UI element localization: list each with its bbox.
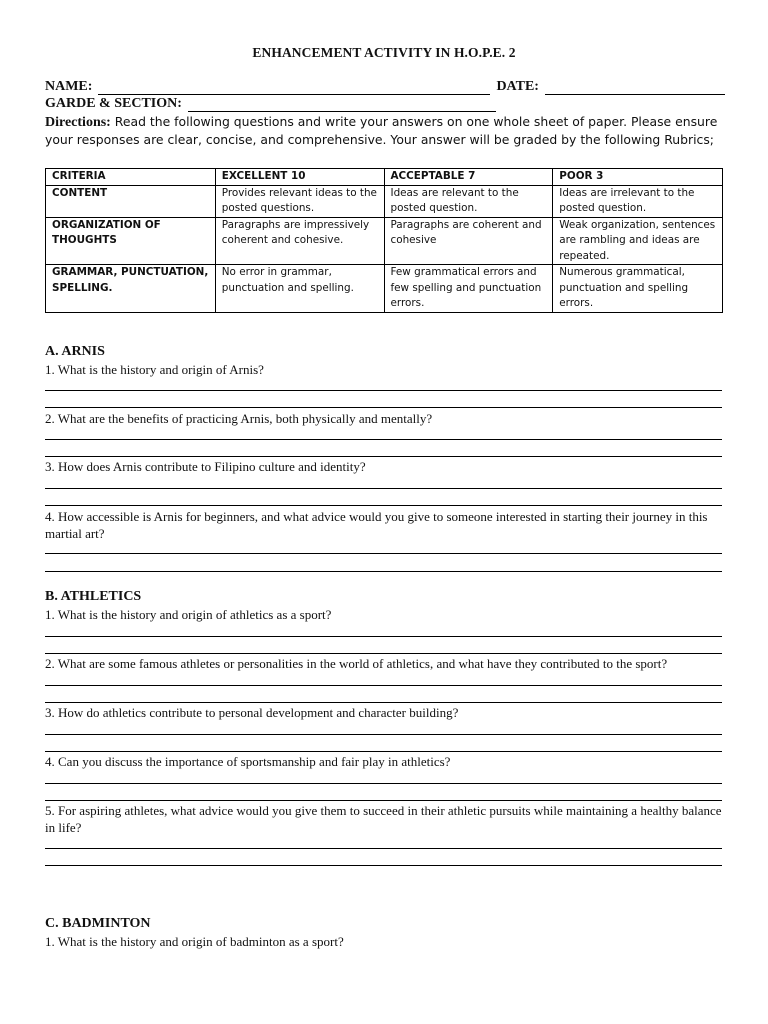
question: 5. For aspiring athletes, what advice would you give them to succeed in their athletic pursuits while maintaining a healthy balance in life?	[45, 803, 722, 835]
section-title-arnis: A. ARNIS	[45, 344, 105, 359]
answer-line[interactable]	[45, 390, 722, 391]
rubric-header-cell: POOR 3	[553, 169, 723, 186]
grade-section-label: GARDE & SECTION:	[45, 96, 182, 111]
answer-line[interactable]	[45, 505, 722, 506]
answer-line[interactable]	[45, 848, 722, 849]
name-label: NAME:	[45, 79, 93, 94]
answer-line[interactable]	[45, 439, 722, 440]
rubric-cell: Numerous grammatical, punctuation and spelling errors.	[553, 265, 723, 313]
answer-line[interactable]	[45, 553, 722, 554]
document-title: ENHANCEMENT ACTIVITY IN H.O.P.E. 2	[252, 45, 516, 60]
question: 1. What is the history and origin of Arnis?	[45, 362, 264, 377]
grade-section-blank[interactable]	[188, 97, 496, 112]
rubric-cell: Paragraphs are coherent and cohesive	[384, 217, 553, 265]
answer-line[interactable]	[45, 751, 722, 752]
rubric-cell: No error in grammar, punctuation and spelling.	[215, 265, 384, 313]
section-title-badminton: C. BADMINTON	[45, 916, 151, 931]
rubric-cell: Ideas are relevant to the posted question.	[384, 185, 553, 217]
rubric-row	[46, 217, 723, 265]
rubric-header-row	[46, 169, 723, 186]
rubric-criteria-cell: CONTENT	[46, 185, 216, 217]
answer-line[interactable]	[45, 488, 722, 489]
rubric-header-cell: ACCEPTABLE 7	[384, 169, 553, 186]
answer-line[interactable]	[45, 800, 722, 801]
question: 4. How accessible is Arnis for beginners, and what advice would you give to someone interested in starting their journey in this martial art?	[45, 509, 708, 541]
rubric-cell: Weak organization, sentences are rambling and ideas are repeated.	[553, 217, 723, 265]
question: 3. How does Arnis contribute to Filipino culture and identity?	[45, 459, 366, 474]
section-title-athletics: B. ATHLETICS	[45, 589, 142, 604]
rubric-criteria-cell: ORGANIZATION OF THOUGHTS	[46, 217, 216, 265]
question: 2. What are some famous athletes or personalities in the world of athletics, and what have they contributed to the sport?	[45, 656, 668, 671]
directions-text: Read the following questions and write your answers on one whole sheet of paper. Please ensure your responses are clear, concise, and comprehensive. Your answer will be graded by the following Rubrics;	[45, 114, 718, 147]
answer-line[interactable]	[45, 636, 722, 637]
question: 4. Can you discuss the importance of sportsmanship and fair play in athletics?	[45, 754, 451, 769]
name-date-row	[45, 79, 725, 95]
answer-line[interactable]	[45, 456, 722, 457]
name-blank[interactable]	[98, 80, 490, 95]
question: 1. What is the history and origin of badminton as a sport?	[45, 934, 344, 949]
rubric-header-cell: CRITERIA	[46, 169, 216, 186]
answer-line[interactable]	[45, 783, 722, 784]
grade-section-row	[45, 96, 496, 112]
rubric-cell: Paragraphs are impressively coherent and cohesive.	[215, 217, 384, 265]
date-blank[interactable]	[545, 80, 725, 95]
rubric-cell: Few grammatical errors and few spelling and punctuation errors.	[384, 265, 553, 313]
rubric-row	[46, 265, 723, 313]
rubric-table	[45, 168, 723, 313]
answer-line[interactable]	[45, 702, 722, 703]
date-label: DATE:	[496, 79, 539, 94]
question: 2. What are the benefits of practicing Arnis, both physically and mentally?	[45, 411, 433, 426]
answer-line[interactable]	[45, 407, 722, 408]
rubric-cell: Ideas are irrelevant to the posted question.	[553, 185, 723, 217]
answer-line[interactable]	[45, 865, 722, 866]
rubric-header-cell: EXCELLENT 10	[215, 169, 384, 186]
question: 1. What is the history and origin of athletics as a sport?	[45, 607, 332, 622]
answer-line[interactable]	[45, 734, 722, 735]
rubric-criteria-cell: GRAMMAR, PUNCTUATION, SPELLING.	[46, 265, 216, 313]
rubric-row	[46, 185, 723, 217]
answer-line[interactable]	[45, 685, 722, 686]
question: 3. How do athletics contribute to personal development and character building?	[45, 705, 459, 720]
answer-line[interactable]	[45, 653, 722, 654]
directions	[45, 113, 725, 148]
answer-line[interactable]	[45, 571, 722, 572]
directions-label: Directions:	[45, 115, 111, 130]
rubric-cell: Provides relevant ideas to the posted questions.	[215, 185, 384, 217]
